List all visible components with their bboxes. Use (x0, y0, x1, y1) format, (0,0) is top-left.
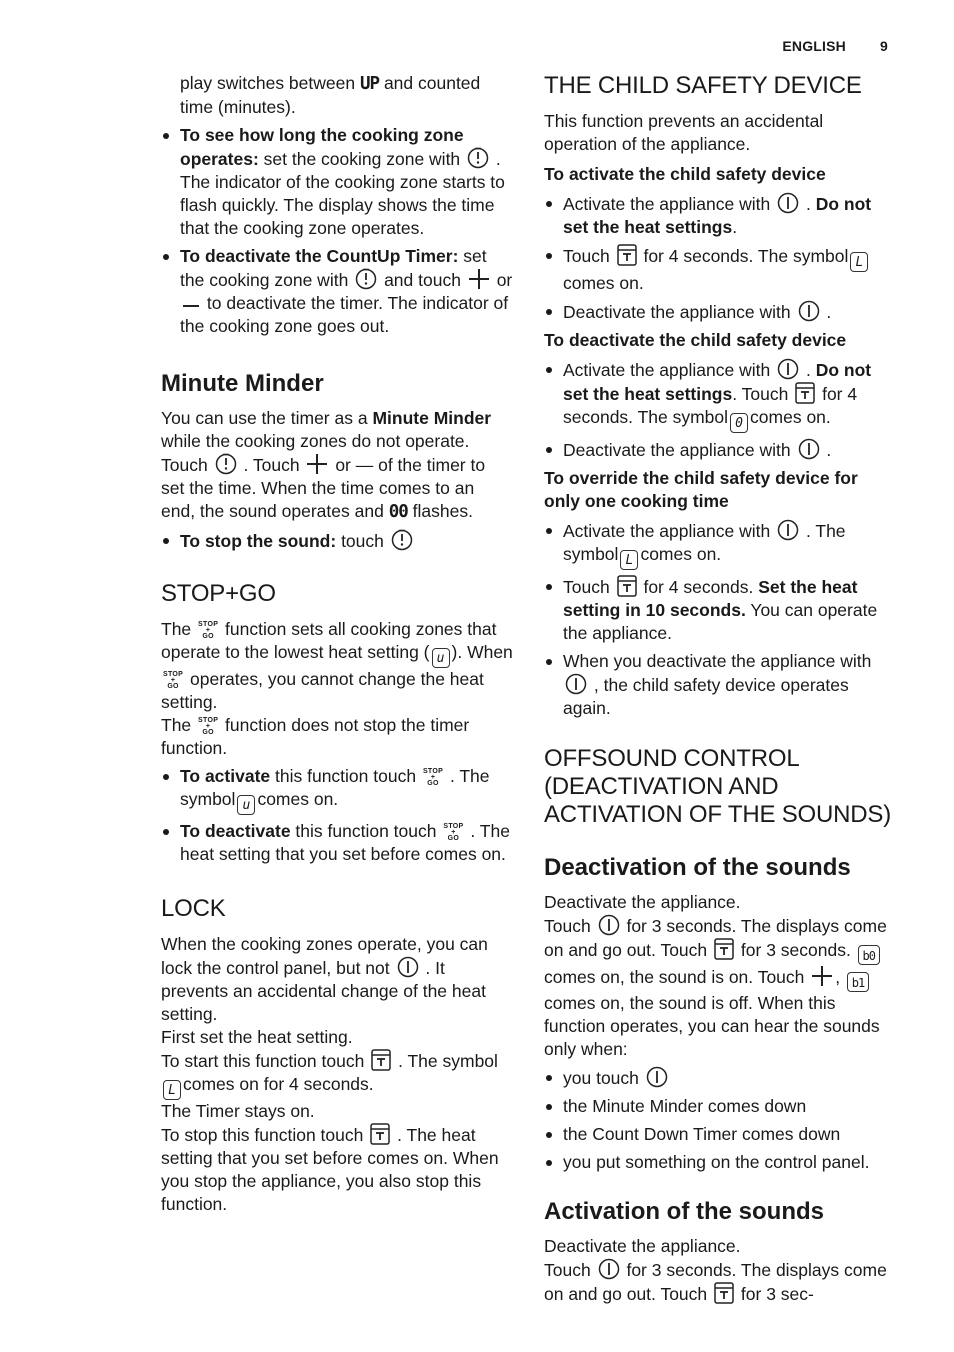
stop-sound-list (161, 529, 513, 553)
list-item: you touch (544, 1066, 892, 1090)
b1-symbol: b1 (847, 972, 869, 992)
subheading-deactivate-child-safety: To deactivate the child safety device (544, 330, 847, 350)
heat-setting-u-symbol: u (237, 795, 255, 815)
lock-key-icon (714, 938, 734, 960)
lock-L-symbol: L (620, 550, 638, 570)
activation-step-1: Deactivate the appliance. (544, 1236, 741, 1256)
stop-go-paragraph-2: The STOP + GO function does not stop the timer function. (161, 715, 470, 758)
deactivation-paragraph: Touch for 3 seconds. The displays come on and go out. Touch for 3 seconds. b0 comes on, the sound is on. Touch , b1 comes on, the sound is off. When this function operates, you can hear the sounds only when: (544, 916, 887, 1059)
list-item: To deactivate this function touch STOP + GO . The heat setting that you set before comes on. (161, 820, 513, 866)
power-icon (565, 673, 587, 695)
lock-timer-note: The Timer stays on. (161, 1101, 315, 1121)
power-icon (798, 300, 820, 322)
timer-icon (467, 147, 489, 169)
power-icon (397, 956, 419, 978)
stop-go-icon: STOP + GO (198, 621, 219, 640)
list-item: Activate the appliance with . Do not set the heat settings. Touch for 4 seconds. The symbol 0 comes on. (544, 358, 892, 433)
deactivate-child-list (544, 358, 892, 462)
list-item: To activate this function touch STOP + GO . The symbol u comes on. (161, 765, 513, 815)
deactivation-step-1: Deactivate the appliance. (544, 892, 741, 912)
left-column (161, 72, 513, 1216)
section-title-minute-minder: Minute Minder (161, 370, 324, 397)
page-header (782, 38, 888, 54)
countup-list (161, 124, 513, 338)
power-icon (777, 358, 799, 380)
lock-key-icon (370, 1123, 390, 1145)
section-title-offsound: OFFSOUND CONTROL (DEACTIVATION AND ACTIVATION OF THE SOUNDS) (544, 745, 892, 828)
power-icon (598, 914, 620, 936)
subheading-activate-child-safety: To activate the child safety device (544, 164, 826, 184)
plus-icon (306, 453, 328, 475)
activate-child-list (544, 192, 892, 324)
list-item: the Count Down Timer comes down (544, 1123, 892, 1146)
up-display-symbol: UP (359, 74, 380, 94)
b0-symbol: b0 (858, 945, 880, 965)
child-safety-intro: This function prevents an accidental operation of the appliance. (544, 111, 824, 154)
section-title-stop-go: STOP+GO (161, 580, 276, 607)
lock-L-symbol: L (163, 1080, 181, 1100)
stop-go-list (161, 765, 513, 866)
right-column (544, 72, 892, 1306)
subheading-override-child-safety: To override the child safety device for only one cooking time (544, 468, 858, 511)
intro-paragraph: play switches between UP and counted time (minutes). (180, 73, 481, 117)
section-title-lock: LOCK (161, 895, 226, 922)
stop-go-icon: STOP + GO (443, 823, 464, 842)
stop-go-paragraph: The STOP + GO function sets all cooking zones that operate to the lowest heat setting ( u ). When STOP + GO operates, you cannot change the heat setting. (161, 619, 513, 712)
power-icon (646, 1066, 668, 1088)
section-title-deactivation-sounds: Deactivation of the sounds (544, 854, 851, 881)
lock-key-icon (714, 1282, 734, 1304)
stop-go-icon: STOP + GO (163, 671, 184, 690)
list-item: To see how long the cooking zone operates: set the cooking zone with . The indicator of the cooking zone starts to flash quickly. The display shows the time that the cooking zone operates. (161, 124, 513, 240)
lock-key-icon (617, 575, 637, 597)
header-language: ENGLISH (782, 38, 846, 54)
sounds-conditions-list (544, 1066, 892, 1174)
timer-icon (215, 453, 237, 475)
minus-icon (182, 299, 200, 313)
list-item: Deactivate the appliance with . (544, 438, 892, 462)
section-title-child-safety: THE CHILD SAFETY DEVICE (544, 72, 862, 99)
lock-stop: To stop this function touch . The heat setting that you set before comes on. When you stop the appliance, you also stop this function. (161, 1125, 499, 1214)
stop-go-icon: STOP + GO (422, 768, 444, 787)
list-item: Touch for 4 seconds. The symbol Lcomes on. (544, 244, 892, 295)
plus-icon (468, 268, 490, 290)
lock-key-icon (617, 244, 637, 266)
power-icon (798, 438, 820, 460)
stop-go-icon: STOP + GO (198, 717, 219, 736)
timer-icon (355, 268, 377, 290)
power-icon (777, 192, 799, 214)
list-item: Activate the appliance with . Do not set the heat settings. (544, 192, 892, 239)
list-item: To deactivate the CountUp Timer: set the cooking zone with and touch or to deactivate the timer. The indicator of the cooking zone goes out. (161, 245, 513, 338)
list-item: Deactivate the appliance with . (544, 300, 892, 324)
list-item: Activate the appliance with . The symbol L comes on. (544, 519, 892, 570)
list-item: To stop the sound: touch (161, 529, 513, 553)
activation-paragraph: Touch for 3 seconds. The displays come on and go out. Touch for 3 sec- (544, 1260, 887, 1304)
list-item: Touch for 4 seconds. Set the heat setting in 10 seconds. You can operate the appliance. (544, 575, 892, 645)
minute-minder-paragraph: You can use the timer as a Minute Minder while the cooking zones do not operate. Touch . Touch or — of the timer to set the time. When the time comes to an end, the sound operates and 00 flashes. (161, 408, 492, 522)
list-item: you put something on the control panel. (544, 1151, 892, 1174)
plus-icon (811, 965, 833, 987)
zero-symbol: 0 (730, 413, 748, 433)
display-00-symbol: 00 (388, 502, 408, 522)
list-item: the Minute Minder comes down (544, 1095, 892, 1118)
lock-key-icon (795, 382, 815, 404)
list-item: When you deactivate the appliance with , the child safety device operates again. (544, 650, 892, 720)
heat-setting-u-symbol: u (432, 648, 450, 668)
override-list (544, 519, 892, 720)
lock-key-icon (371, 1049, 391, 1071)
lock-start: To start this function touch . The symbolL comes on for 4 seconds. (161, 1051, 498, 1098)
lock-first-step: First set the heat setting. (161, 1027, 353, 1047)
section-title-activation-sounds: Activation of the sounds (544, 1198, 825, 1225)
timer-icon (391, 529, 413, 551)
page-number: 9 (880, 38, 888, 54)
lock-L-symbol: L (850, 252, 868, 272)
power-icon (598, 1258, 620, 1280)
power-icon (777, 519, 799, 541)
lock-paragraph: When the cooking zones operate, you can lock the control panel, but not . It prevents an accidental change of the heat setting. (161, 934, 488, 1024)
